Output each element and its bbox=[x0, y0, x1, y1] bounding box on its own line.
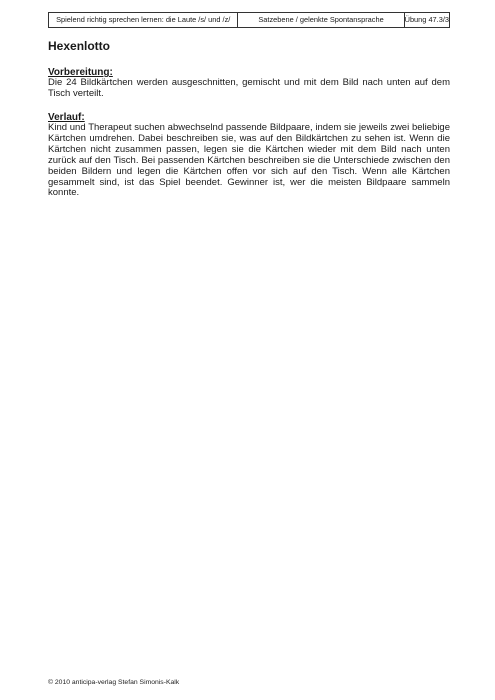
section-procedure bbox=[48, 112, 450, 199]
section-heading: Verlauf: bbox=[48, 112, 85, 123]
header-series-title: Spielend richtig sprechen lernen: die Laute /s/ und /z/ bbox=[49, 13, 238, 27]
section-heading: Vorbereitung: bbox=[48, 67, 113, 78]
document-title: Hexenlotto bbox=[48, 39, 111, 53]
page-header bbox=[48, 12, 450, 28]
section-preparation bbox=[48, 67, 450, 100]
copyright-footer: © 2010 anticipa-verlag Stefan Simonis-Kalk bbox=[48, 679, 180, 686]
section-text: Die 24 Bildkärtchen werden ausgeschnitten, gemischt und mit dem Bild nach unten auf dem Tisch verteilt. bbox=[48, 77, 450, 99]
header-exercise-number: Übung 47.3/3 bbox=[404, 15, 449, 24]
section-text: Kind und Therapeut suchen abwechselnd passende Bildpaare, indem sie jeweils zwei beliebige Kärtchen umdrehen. Dabei beschreiben sie, was auf den Bildkärtchen zu sehen ist. Wenn die Kärtchen nicht zusammen passen, legen sie die Kärtchen wieder mit dem Bild nach unten zurück auf den Tisch. Bei passenden Kärtchen beschreiben sie die Unterschiede zwischen den beiden Bildern und legen die Kärtchen offen vor sich auf den Tisch. Wenn alle Kärtchen gesammelt sind, ist das Spiel beendet. Gewinner ist, wer die meisten Bildpaare sammeln konnte. bbox=[48, 122, 450, 199]
header-level: Satzebene / gelenkte Spontansprache bbox=[238, 13, 404, 27]
